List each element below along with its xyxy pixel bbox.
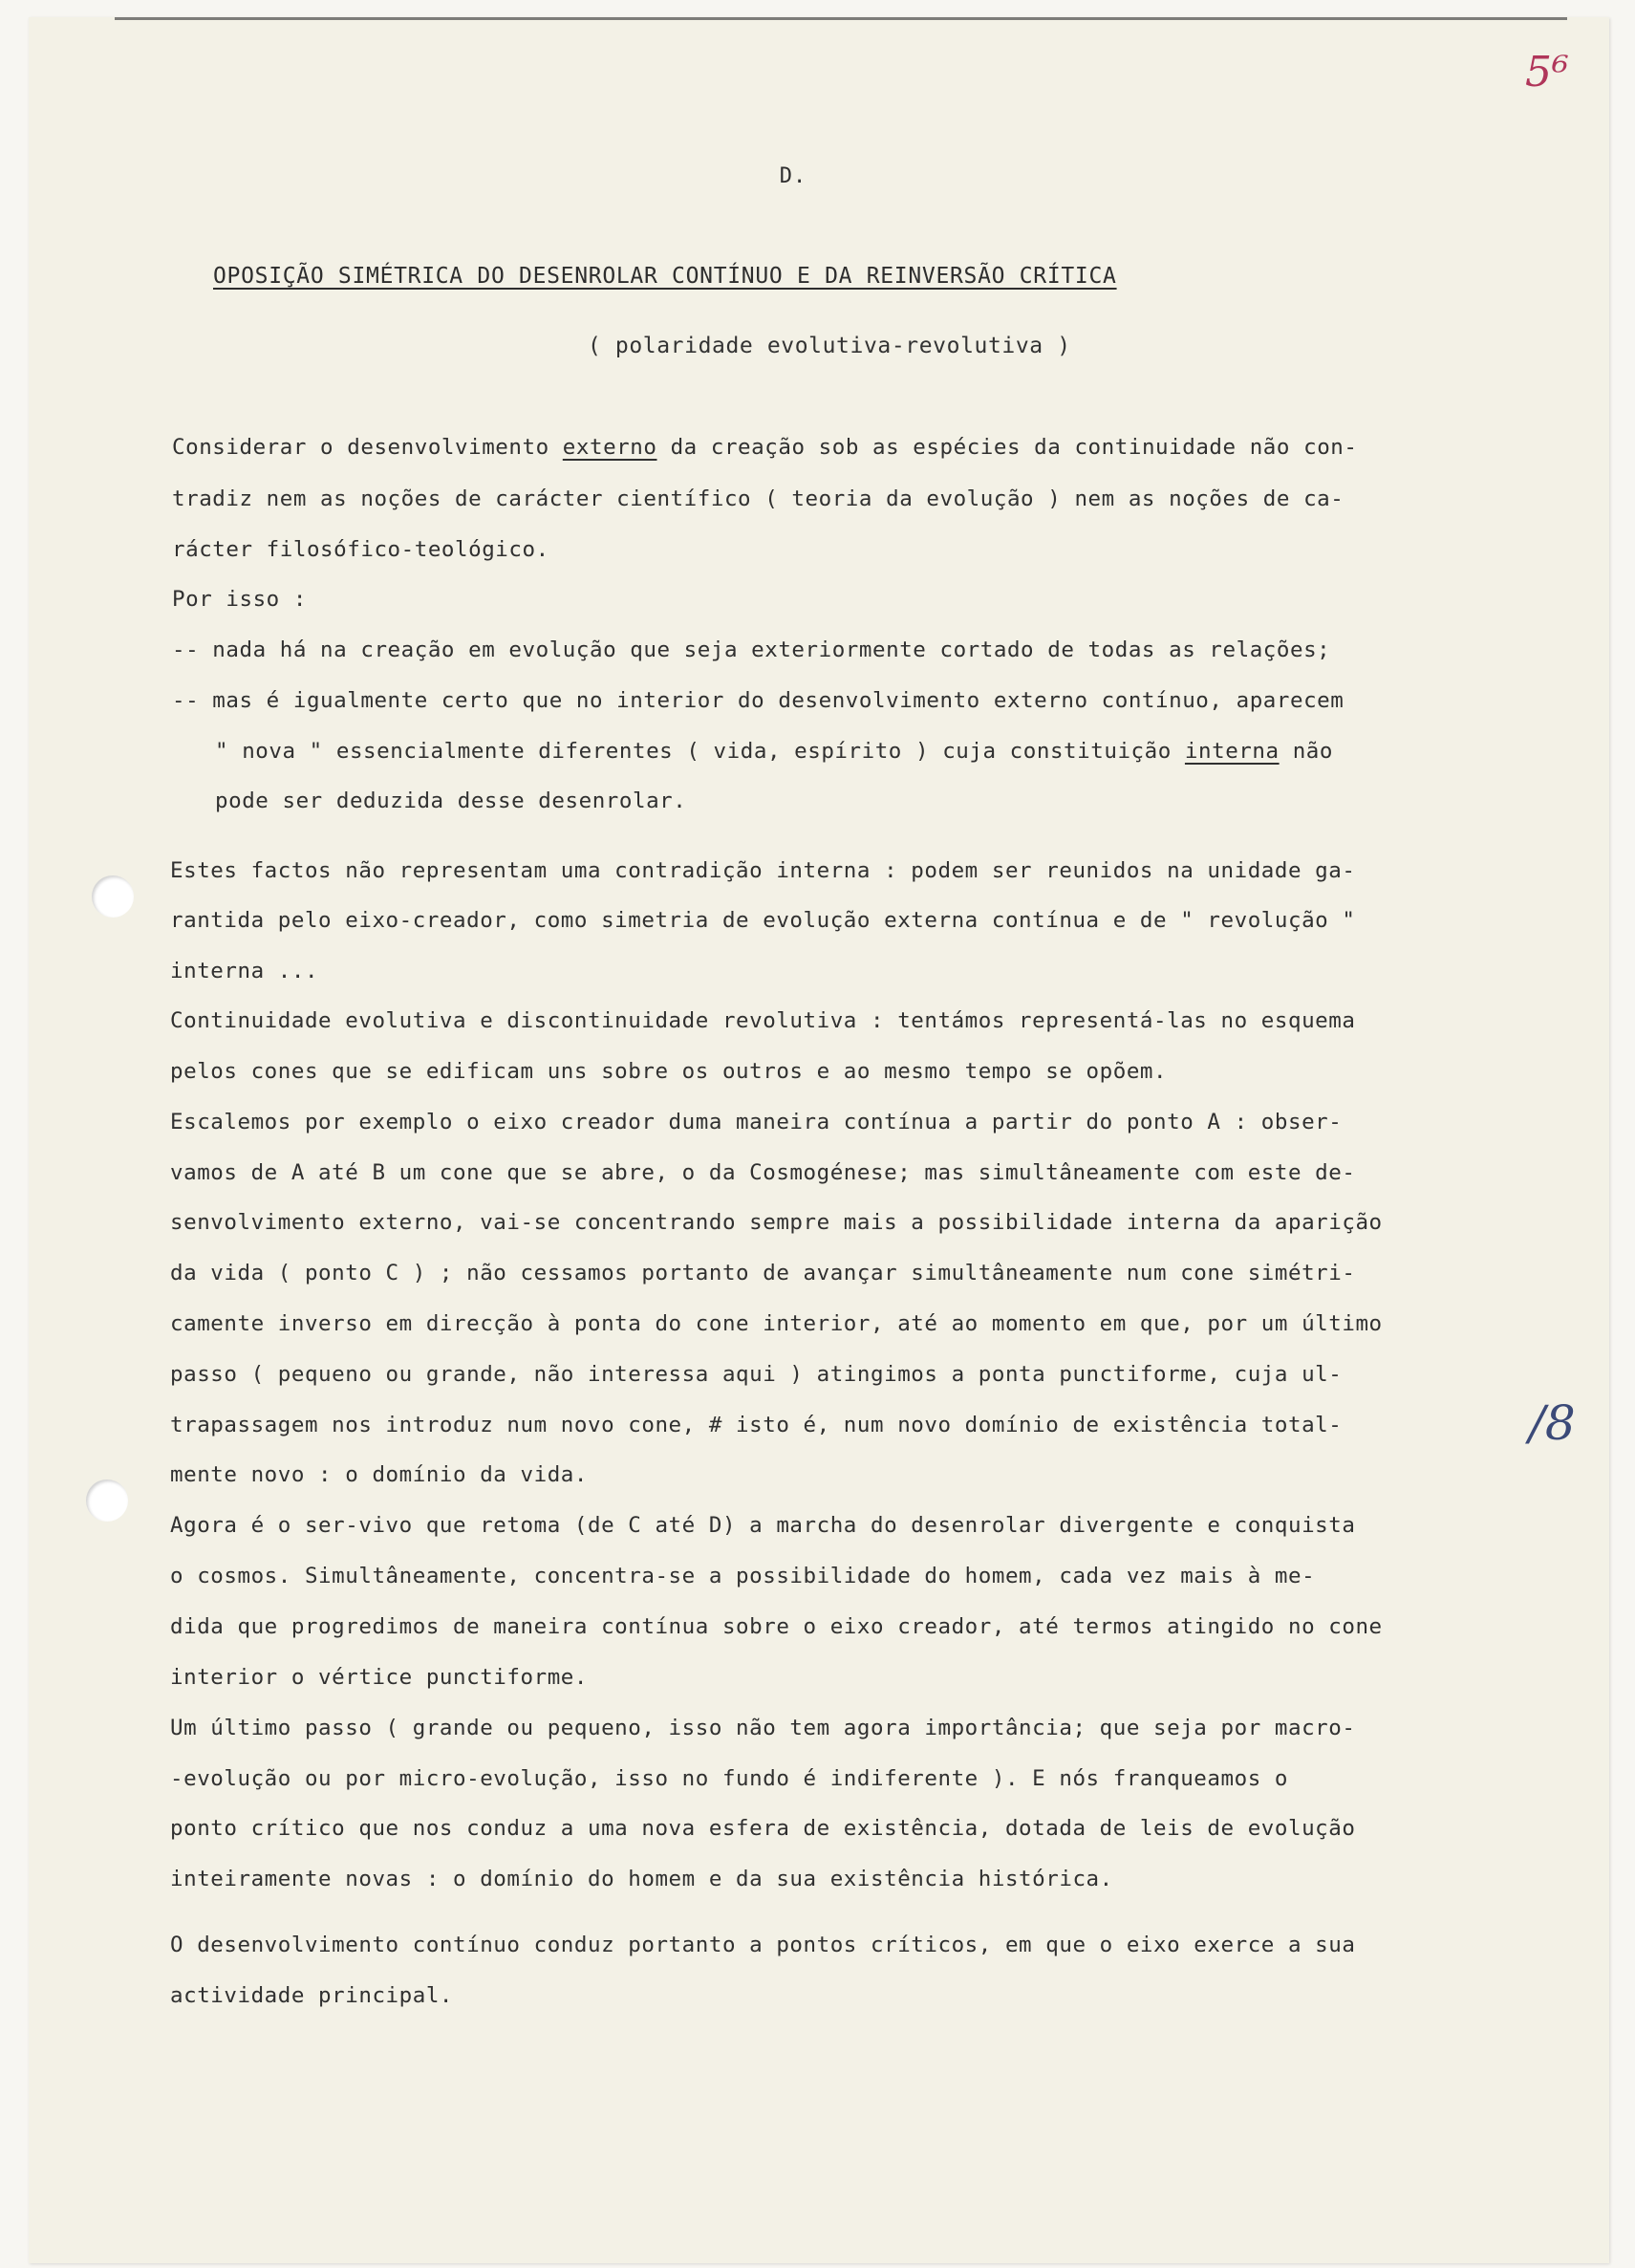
text-line: [172, 435, 1357, 460]
underlined-word: externo: [562, 435, 657, 460]
handwritten-margin-mark: /8: [1529, 1395, 1576, 1451]
text-line: passo ( pequeno ou grande, não interessa aqui ) atingimos a ponta punctiforme, cuja ul-: [170, 1362, 1343, 1387]
page-top-edge: [115, 17, 1567, 20]
text-line: camente inverso em direcção à ponta do cone interior, até ao momento em que, por um último: [170, 1311, 1383, 1336]
text-line: rantida pelo eixo-creador, como simetria de evolução externa contínua e de " revolução ": [170, 908, 1356, 933]
handwritten-page-number: 5⁶: [1525, 48, 1569, 97]
text-line: pode ser deduzida desse desenrolar.: [215, 788, 687, 813]
text-segment: " nova " essencialmente diferentes ( vida, espírito ) cuja constituição: [215, 739, 1185, 764]
text-line: mente novo : o domínio da vida.: [170, 1462, 588, 1487]
text-line: o cosmos. Simultâneamente, concentra-se a possibilidade do homem, cada vez mais à me-: [170, 1564, 1316, 1588]
text-line: -- mas é igualmente certo que no interior do desenvolvimento externo contínuo, aparecem: [172, 688, 1345, 713]
text-line: Estes factos não representam uma contradição interna : podem ser reunidos na unidade ga-: [170, 858, 1356, 883]
text-line: interior o vértice punctiforme.: [170, 1665, 588, 1690]
text-line: senvolvimento externo, vai-se concentrando sempre mais a possibilidade interna da aparição: [170, 1210, 1383, 1235]
section-title: OPOSIÇÃO SIMÉTRICA DO DESENROLAR CONTÍNUO E DA REINVERSÃO CRÍTICA: [213, 264, 1117, 289]
text-segment: não: [1279, 739, 1333, 764]
section-subtitle: ( polaridade evolutiva-revolutiva ): [588, 334, 1071, 358]
text-line: ponto crítico que nos conduz a uma nova esfera de existência, dotada de leis de evolução: [170, 1816, 1356, 1841]
section-letter: D.: [779, 164, 807, 188]
text-line: O desenvolvimento contínuo conduz portanto a pontos críticos, em que o eixo exerce a sua: [170, 1933, 1356, 1957]
text-line: -- nada há na creação em evolução que seja exteriormente cortado de todas as relações;: [172, 637, 1331, 662]
text-line: -evolução ou por micro-evolução, isso no fundo é indiferente ). E nós franqueamos o: [170, 1766, 1288, 1791]
text-line: Agora é o ser-vivo que retoma (de C até D) a marcha do desenrolar divergente e conquista: [170, 1513, 1356, 1538]
text-line: rácter filosófico-teológico.: [172, 537, 549, 562]
text-line: actividade principal.: [170, 1983, 454, 2008]
text-segment: da creação sob as espécies da continuidade não con-: [656, 435, 1358, 460]
text-line: trapassagem nos introduz num novo cone, # isto é, num novo domínio de existência total-: [170, 1413, 1343, 1437]
punch-hole-lower: [86, 1480, 128, 1522]
text-line: da vida ( ponto C ) ; não cessamos portanto de avançar simultâneamente num cone simétri-: [170, 1261, 1356, 1285]
text-line: dida que progredimos de maneira contínua sobre o eixo creador, até termos atingido no cone: [170, 1614, 1383, 1639]
text-segment: Considerar o desenvolvimento: [172, 435, 563, 460]
text-line: Continuidade evolutiva e discontinuidade revolutiva : tentámos representá-las no esquema: [170, 1008, 1356, 1033]
punch-hole-upper: [92, 875, 134, 918]
text-line: [215, 739, 1333, 764]
text-line: tradiz nem as noções de carácter científico ( teoria da evolução ) nem as noções de ca-: [172, 486, 1345, 511]
text-line: vamos de A até B um cone que se abre, o da Cosmogénese; mas simultâneamente com este de-: [170, 1160, 1356, 1185]
text-line: inteiramente novas : o domínio do homem e da sua existência histórica.: [170, 1867, 1113, 1891]
text-line: Um último passo ( grande ou pequeno, isso não tem agora importância; que seja por macro-: [170, 1716, 1356, 1740]
underlined-word: interna: [1184, 739, 1280, 764]
text-line: interna ...: [170, 959, 319, 983]
text-line: pelos cones que se edificam uns sobre os outros e ao mesmo tempo se opõem.: [170, 1059, 1168, 1084]
text-line: Escalemos por exemplo o eixo creador duma maneira contínua a partir do ponto A : obser-: [170, 1110, 1343, 1134]
text-line: Por isso :: [172, 587, 307, 612]
